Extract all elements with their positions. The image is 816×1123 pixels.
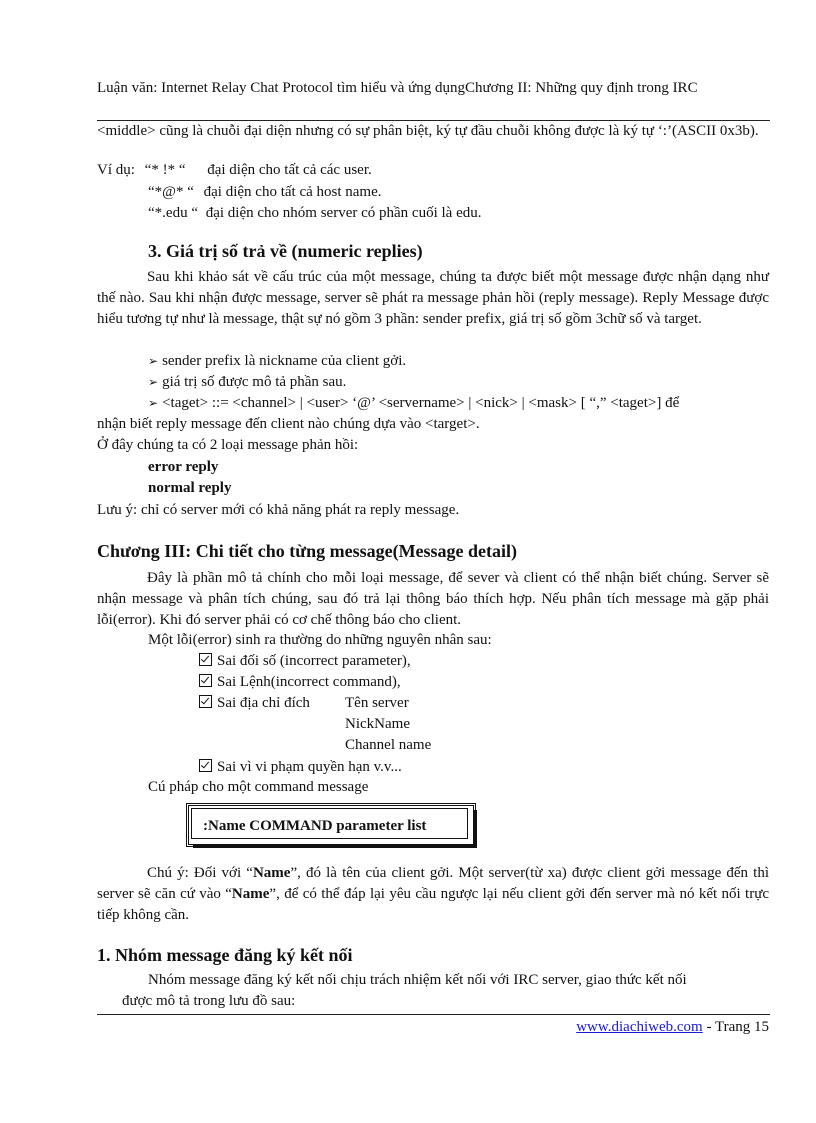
section1-line2: được mô tả trong lưu đồ sau: (122, 993, 296, 1009)
command-syntax-box (186, 803, 476, 847)
note-name-bold: Name (252, 865, 291, 881)
error-item (199, 653, 411, 670)
reply-note: Lưu ý: chỉ có server mới có khả năng phát ra reply message. (97, 502, 460, 518)
bullet-text: <taget> ::= <channel> | <user> ‘@’ <servername> | <nick> | <mask> [ “,” <taget>] để (162, 395, 680, 411)
middle-note: <middle> cũng là chuỗi đại diện nhưng có sự phân biệt, ký tự đầu chuỗi không được là ký tự ‘:’(ASCII 0x3b). (97, 123, 759, 139)
example-desc: đại diện cho tất cả các user. (207, 162, 372, 178)
chapter3-title: Chương III: Chi tiết cho từng message(Message detail) (97, 541, 518, 561)
checkbox-icon (199, 653, 212, 666)
footer-link[interactable]: www.diachiweb.com (576, 1019, 703, 1035)
footer-separator: - (702, 1019, 715, 1035)
name-note (97, 863, 769, 926)
section3-bullet (148, 395, 679, 412)
examples-row-1 (97, 162, 372, 179)
section3-bullet (148, 374, 346, 391)
checkbox-icon (199, 674, 212, 687)
checkbox-icon (199, 695, 212, 708)
command-syntax-text: :Name COMMAND parameter list (203, 818, 427, 834)
arrow-bullet-icon: ➢ (148, 375, 159, 389)
arrow-bullet-icon: ➢ (148, 354, 159, 368)
error-text: Sai địa chỉ đích (217, 695, 310, 711)
error-item (199, 674, 401, 691)
dest-type: Channel name (345, 737, 432, 753)
page-footer (576, 1019, 769, 1036)
note-text: ”, để có thể đáp lại yêu cầu ngược lại nếu client gởi đến server mà nó kết nối trực tiếp không cần. (97, 886, 770, 923)
checkbox-icon (199, 759, 212, 772)
error-text: Sai đối số (incorrect parameter), (217, 653, 411, 669)
dest-type: Tên server (345, 695, 409, 711)
dest-type: NickName (345, 716, 410, 732)
error-item (199, 759, 402, 776)
errors-intro: Một lỗi(error) sinh ra thường do những nguyên nhân sau: (148, 632, 492, 648)
examples-row-2 (148, 184, 382, 201)
bullet-text: giá trị số được mô tả phần sau. (162, 374, 347, 390)
example-desc: đại diện cho tất cả host name. (203, 184, 382, 200)
examples-row-3 (148, 205, 481, 222)
section1-title: 1. Nhóm message đăng ký kết nối (97, 945, 353, 965)
arrow-bullet-icon: ➢ (148, 396, 159, 410)
note-name-bold: Name (231, 886, 270, 902)
error-text: Sai vì vi phạm quyền hạn v.v... (217, 759, 402, 775)
reply-type-normal: normal reply (148, 480, 232, 496)
page-number: Trang 15 (714, 1019, 769, 1035)
footer-rule (97, 1014, 770, 1015)
bullet-text: sender prefix là nickname của client gởi. (162, 353, 407, 369)
section1-line1: Nhóm message đăng ký kết nối chịu trách nhiệm kết nối với IRC server, giao thức kết nối (148, 972, 687, 988)
examples-label: Ví dụ: (97, 162, 135, 178)
reply-types-intro: Ở đây chúng ta có 2 loại message phản hồi: (97, 437, 359, 453)
error-item (199, 695, 310, 712)
section3-bullet (148, 353, 406, 370)
section3-bullet-continuation: nhận biết reply message đến client nào chúng dựa vào <target>. (97, 416, 480, 432)
section3-title: 3. Giá trị số trả về (numeric replies) (148, 241, 423, 261)
note-text: Chú ý: Đối với “ (147, 865, 253, 881)
section3-paragraph: Sau khi khảo sát về cấu trúc của một message, chúng ta được biết một message được nhận dạng như thế nào. Sau khi nhận được message, server sẽ phát ra message phản hồi (reply message). Reply Message được hiểu tương tự như là message, thật sự nó gồm 3 phần: sender prefix, giá trị số gồm 3chữ số và target. (97, 269, 769, 327)
reply-type-error: error reply (148, 459, 219, 475)
page-header: Luận văn: Internet Relay Chat Protocol tìm hiểu và ứng dụngChương II: Những quy định trong IRC (97, 80, 698, 96)
error-text: Sai Lệnh(incorrect command), (217, 674, 401, 690)
example-pattern: “*@* “ (148, 184, 194, 200)
note-text: ”, đó là tên của client gởi. Một server(từ xa) được client gởi message đến thì server sẽ căn cứ vào “ (97, 865, 769, 902)
example-pattern: “*.edu “ (148, 205, 198, 221)
syntax-intro: Cú pháp cho một command message (148, 779, 369, 795)
example-desc: đại diện cho nhóm server có phần cuối là edu. (205, 205, 482, 221)
chapter3-paragraph: Đây là phần mô tả chính cho mỗi loại message, để sever và client có thể nhận biết chúng. Server sẽ nhận message và phân tích chúng, sau đó trả lại thông báo thích hợp. Nếu phân tích message mà gặp phải lỗi(error). Khi đó server phải có cơ chế thông báo cho client. (97, 570, 769, 628)
example-pattern: “* !* “ (144, 162, 186, 178)
